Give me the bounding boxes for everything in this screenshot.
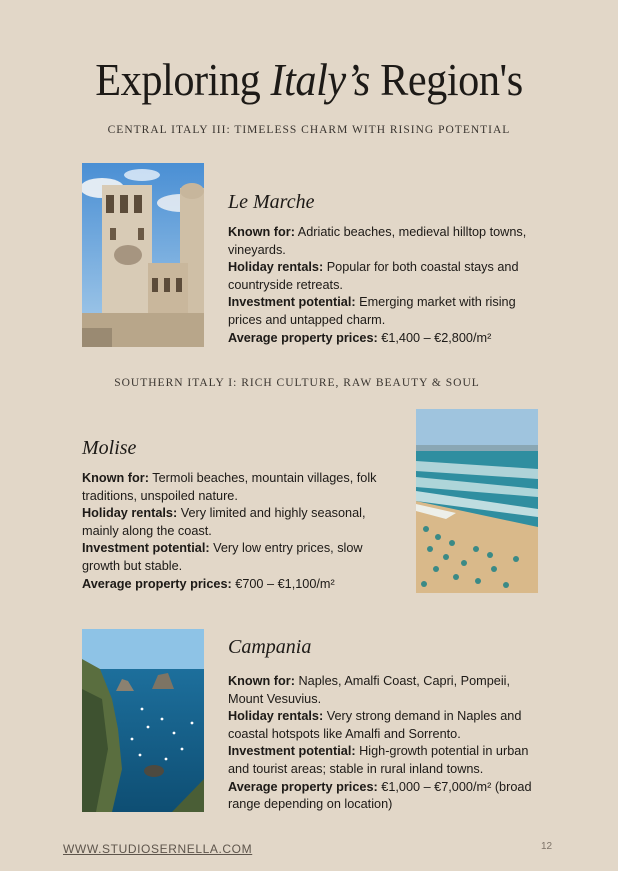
known-for-line: Known for: Naples, Amalfi Coast, Capri, Pompeii, Mount Vesuvius. bbox=[228, 674, 511, 706]
molise-photo bbox=[416, 409, 538, 593]
holiday-rentals-line: Holiday rentals: Popular for both coastal stays and countryside retreats. bbox=[228, 260, 519, 292]
investment-line: Investment potential: High-growth potential in urban and tourist areas; stable in rural inland towns. bbox=[228, 744, 529, 776]
campania-info bbox=[228, 673, 548, 814]
known-for-line: Known for: Adriatic beaches, medieval hilltop towns, vineyards. bbox=[228, 225, 527, 257]
le-marche-photo bbox=[82, 163, 204, 347]
investment-line: Investment potential: Very low entry prices, slow growth but stable. bbox=[82, 541, 363, 573]
prices-line: Average property prices: €1,400 – €2,800/m² bbox=[228, 330, 492, 345]
title-part-2: Region's bbox=[369, 54, 523, 105]
region-name-le-marche: Le Marche bbox=[228, 191, 315, 213]
prices-line: Average property prices: €1,000 – €7,000/m² (broad range depending on location) bbox=[228, 779, 532, 812]
page-number: 12 bbox=[541, 841, 553, 852]
investment-line: Investment potential: Emerging market with rising prices and untapped charm. bbox=[228, 295, 516, 327]
known-for-line: Known for: Termoli beaches, mountain villages, folk traditions, unspoiled nature. bbox=[82, 471, 377, 503]
campania-photo bbox=[82, 629, 204, 812]
title-italic: Italy’s bbox=[270, 54, 370, 105]
holiday-rentals-line: Holiday rentals: Very strong demand in Naples and coastal hotspots like Amalfi and Sorrento. bbox=[228, 709, 522, 741]
region-name-campania: Campania bbox=[228, 636, 312, 658]
prices-line: Average property prices: €700 – €1,100/m² bbox=[82, 576, 335, 591]
holiday-rentals-line: Holiday rentals: Very limited and highly seasonal, mainly along the coast. bbox=[82, 506, 366, 538]
website-link[interactable]: WWW.STUDIOSERNELLA.COM bbox=[63, 842, 253, 856]
section-subtitle-central: CENTRAL ITALY III: TIMELESS CHARM WITH RISING POTENTIAL bbox=[107, 124, 511, 136]
region-name-molise: Molise bbox=[82, 437, 137, 459]
molise-info bbox=[82, 470, 392, 593]
section-subtitle-southern: SOUTHERN ITALY I: RICH CULTURE, RAW BEAUTY & SOUL bbox=[114, 377, 480, 389]
le-marche-info bbox=[228, 224, 548, 347]
title-part-1: Exploring bbox=[95, 54, 271, 105]
page-title bbox=[25, 52, 594, 108]
